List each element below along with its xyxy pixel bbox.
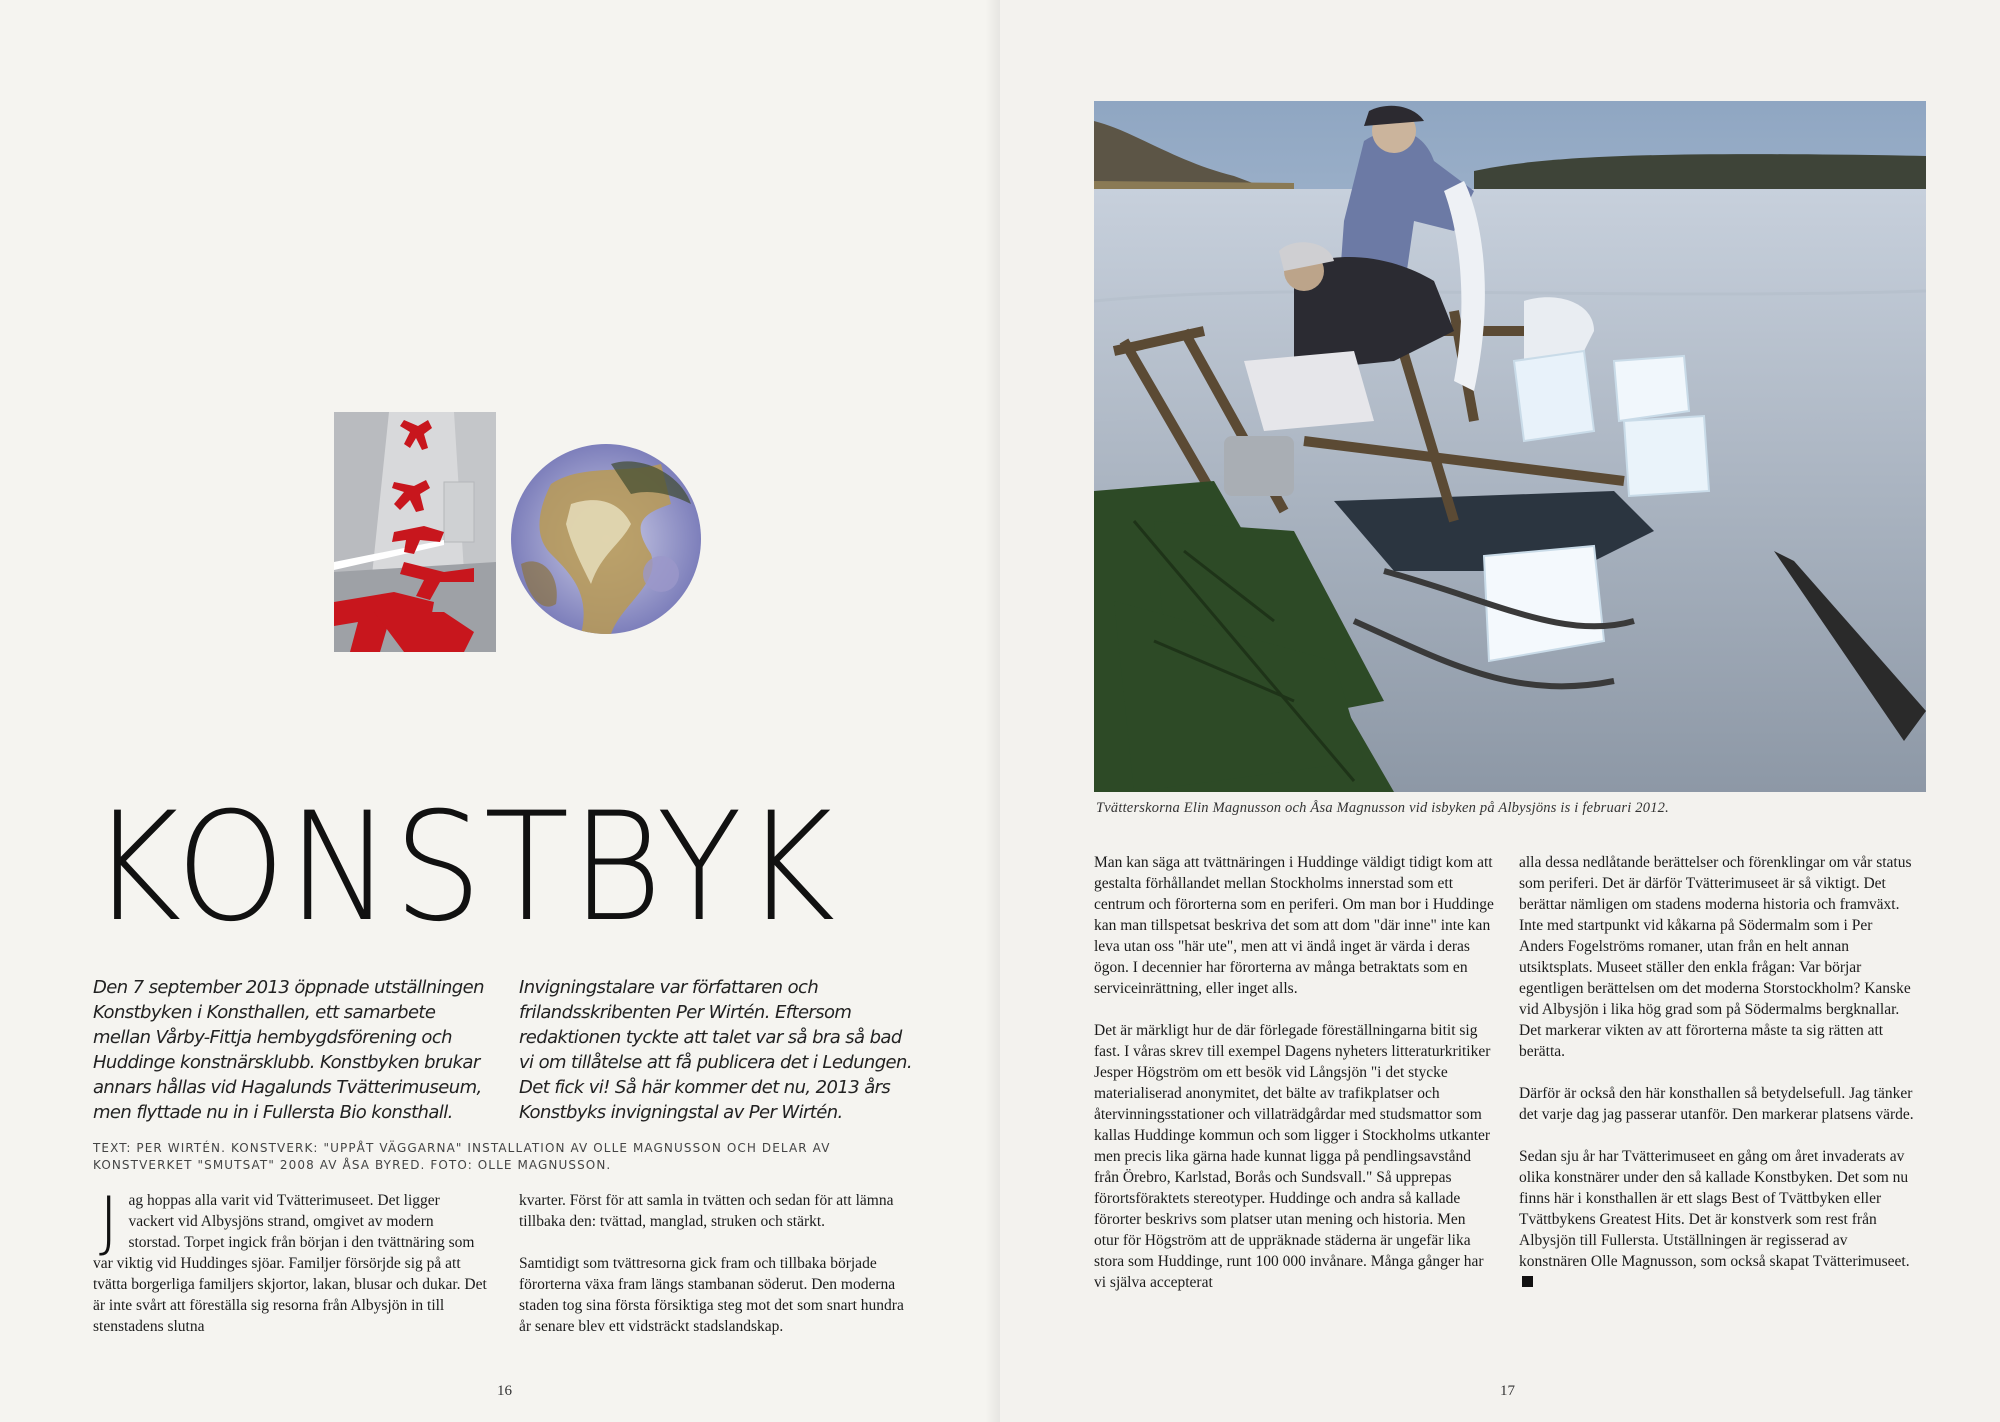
circular-artwork-illustration <box>511 444 701 634</box>
ingress-left: Den 7 september 2013 öppnade utställningen Konstbyken i Konsthallen, ett samarbete mellan Vårby-Fittja hembygdsförening och Huddinge konstnärsklubb. Konstbyken brukar annars hållas vid Hagalunds Tvätterimuseum, men flyttade nu in i Fullersta Bio konsthall. <box>93 977 484 1123</box>
body-column-4 <box>1519 852 1919 1293</box>
ingress-right: Invigningstalare var författaren och frilandsskribenten Per Wirtén. Eftersom redaktionen tyckte att talet var så bra så bad vi om tillåtelse att få publicera det i Ledungen. Det fick vi! Så här kommer det nu, 2013 års Konstbyks invigningstal av Per Wirtén. <box>519 977 912 1123</box>
body-paragraph-final <box>1519 1146 1919 1293</box>
article-credits: TEXT: PER WIRTÉN. KONSTVERK: "UPPÅT VÄGGARNA" INSTALLATION AV OLLE MAGNUSSON OCH DELAR AV KONSTVERKET "SMUTSAT" 2008 AV ÅSA BYRED. FOTO: OLLE MAGNUSSON. <box>93 1141 831 1172</box>
body-paragraph: Därför är också den här konsthallen så betydelsefull. Jag tänker det varje dag jag passerar utanför. Den markerar platsens värde. <box>1519 1085 1914 1123</box>
smutsat-artwork-detail <box>511 444 701 634</box>
ice-laundry-illustration <box>1094 101 1926 792</box>
article-headline: KONSTBYK <box>90 781 838 955</box>
body-text: ag hoppas alla varit vid Tvätterimuseet. Det ligger vackert vid Albysjöns strand, omgivet av modern storstad. Torpet ingick från början i den tvättnäring som var viktig vid Huddinges sjöar. Familjer försörjde sig på att tvätta borgerliga familjers skjortor, lakan, blusar och dukar. Det är inte svårt att föreställa sig resorna från Albysjön in till stenstadens slutna <box>93 1192 487 1335</box>
dropcap: J <box>99 1183 119 1260</box>
page-number-left: 16 <box>497 1383 512 1399</box>
body-column-2 <box>519 1190 919 1337</box>
body-column-1 <box>93 1183 488 1337</box>
end-of-article-mark <box>1522 1276 1533 1287</box>
body-paragraph: Man kan säga att tvättnäringen i Huddinge väldigt tidigt kom att gestalta förhållandet mellan Stockholms innerstad som ett centrum och förorterna som en periferi. Om man bor i Huddinge kan man tillspetsat beskriva det som att dom "där inne" inte kan leva utan oss "här ute", men att vi ändå inget är värda i deras ögon. I decennier har förorterna av många betraktats som en serviceinrättning, eller inget alls. <box>1094 854 1494 997</box>
body-column-3 <box>1094 852 1494 1293</box>
body-paragraph <box>93 1183 488 1337</box>
body-paragraph: Samtidigt som tvättresorna gick fram och tillbaka började förorterna växa fram längs stambanan söderut. Den moderna staden tog sina första försiktiga steg mot det som snart hundra år senare blev ett vidsträckt stadslandskap. <box>519 1255 904 1335</box>
installation-photo <box>334 412 496 652</box>
body-paragraph: Det är märkligt hur de där förlegade föreställningarna bitit sig fast. I våras skrev till exempel Dagens nyheters litteraturkritiker Jesper Högström om ett besök vid Långsjön "i det stycke materialiserad anonymitet, det bälte av trafikplatser och återvinningsstationer och villaträdgårdar med studsmattor som kallas Huddinge kommun och som ligger i Stockholms utkanter men precis lika gärna hade kunnat ligga på pendlingsavstånd från Örebro, Karlstad, Borås och Sundsvall." Så upprepas förortsföraktets stereotyper. Huddinge och andra så kallade förorter beskrivs som platser utan mening och historia. Men otur för Högström att de uppräknade städerna är ungefär lika stora som Huddinge, runt 100 000 invånare. Många gånger har vi själva accepterat <box>1094 1022 1491 1291</box>
ice-washing-photo <box>1094 101 1926 792</box>
page-number-right: 17 <box>1500 1383 1515 1399</box>
red-figures-illustration <box>334 412 496 652</box>
body-paragraph: alla dessa nedlåtande berättelser och förenklingar om vår status som periferi. Det är därför Tvätterimuseet är så viktigt. Det berättar nämligen om stadens moderna historia och framväxt. Inte med startpunkt vid kåkarna på Södermalm som i Per Anders Fogelströms romaner, utan från en helt annan utsiktsplats. Museet ställer den enkla frågan: Var börjar egentligen berättelsen om det moderna Storstockholm? Kanske vid Albysjön i lika hög grad som på Södermalms bergknallar. Det markerar vikten av att förorterna måste ta sig rätten att berätta. <box>1519 854 1912 1060</box>
photo-caption: Tvätterskorna Elin Magnusson och Åsa Magnusson vid isbyken på Albysjöns is i februari 2012. <box>1096 800 1669 816</box>
body-paragraph: kvarter. Först för att samla in tvätten och sedan för att lämna tillbaka den: tvättad, manglad, struken och stärkt. <box>519 1192 894 1230</box>
body-text: Sedan sju år har Tvätterimuseet en gång om året invaderats av olika konstnärer under den så kallade Konstbyken. Det som nu finns här i konsthallen är ett slags Best of Tvättbyken eller Tvättbykens Greatest Hits. Det är konstverk som rest från Albysjön till Fullersta. Utställningen är regisserad av konstnären Olle Magnusson, som också skapat Tvätterimuseet. <box>1519 1148 1910 1270</box>
